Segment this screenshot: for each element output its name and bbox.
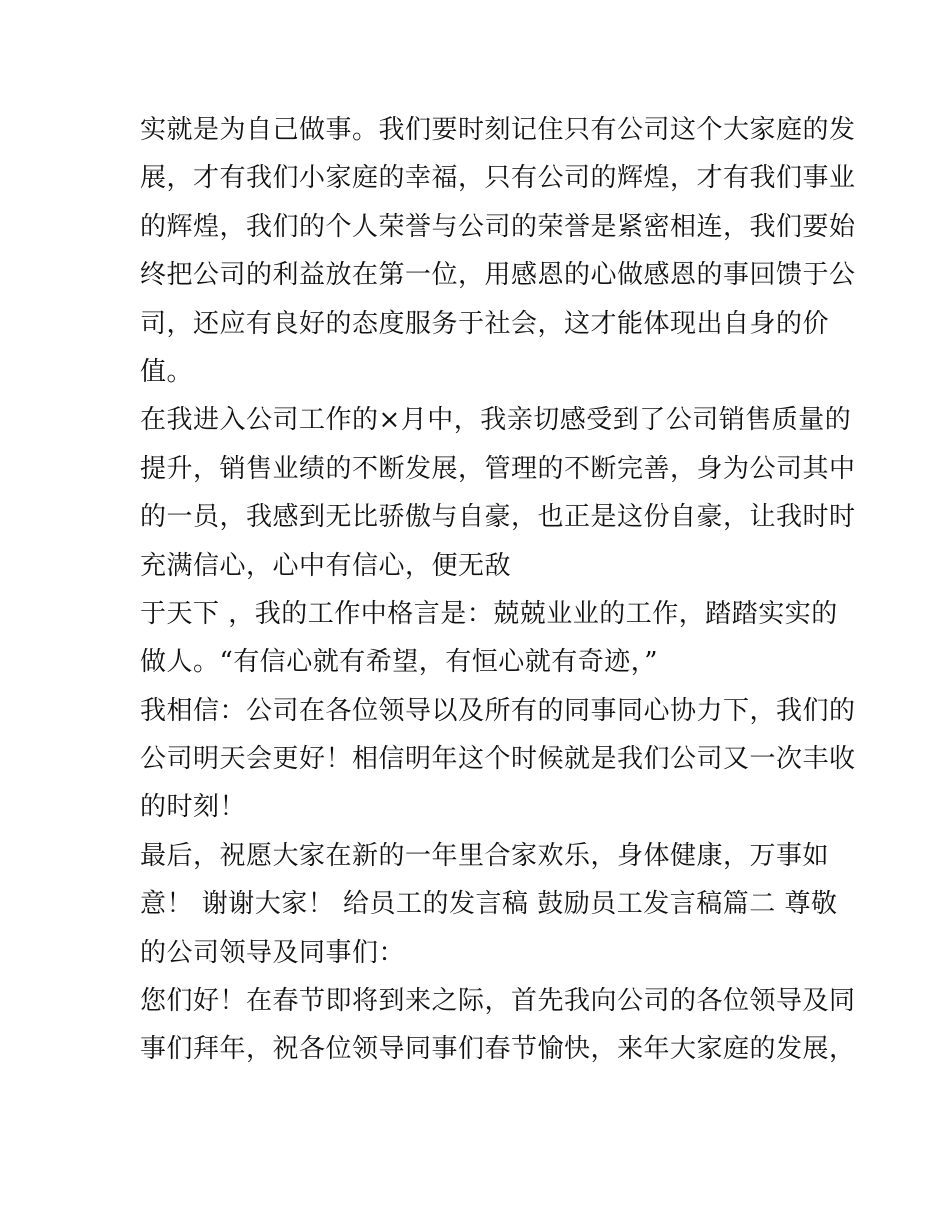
text-line: 实就是为自己做事。我们要时刻记住只有公司这个大家庭的发: [140, 115, 856, 145]
text-line: 的公司领导及同事们：: [140, 937, 406, 968]
text-line: 您们好！在春节即将到来之际，首先我向公司的各位领导及同: [140, 986, 856, 1017]
text-line: 展，才有我们小家庭的幸福，只有公司的辉煌，才有我们事业: [140, 163, 856, 194]
text-line: 司，还应有良好的态度服务于社会，这才能体现出自身的价: [140, 308, 830, 339]
text-line: 的辉煌，我们的个人荣誉与公司的荣誉是紧密相连，我们要始: [140, 211, 856, 242]
text-line: 意！ 谢谢大家！ 给员工的发言稿 鼓励员工发言稿篇二 尊敬: [140, 889, 838, 920]
text-line: 最后，祝愿大家在新的一年里合家欢乐，身体健康，万事如: [140, 840, 830, 871]
text-line: 于天下 ，我的工作中格言是：兢兢业业的工作，踏踏实实的: [140, 598, 838, 629]
text-line: 的时刻！: [140, 792, 247, 823]
text-line: 我相信：公司在各位领导以及所有的同事同心协力下，我们的: [140, 695, 856, 726]
text-line: 在我进入公司工作的×月中，我亲切感受到了公司销售质量的: [140, 405, 852, 436]
text-line: 事们拜年，祝各位领导同事们春节愉快，来年大家庭的发展，: [140, 1034, 856, 1065]
text-line: 提升，销售业绩的不断发展，管理的不断完善，身为公司其中: [140, 453, 856, 484]
text-line: 终把公司的利益放在第一位，用感恩的心做感恩的事回馈于公: [140, 260, 856, 291]
document-body: [140, 106, 856, 1074]
text-line: 值。: [140, 356, 194, 387]
text-line: 做人。“有信心就有希望，有恒心就有奇迹，”: [140, 647, 659, 678]
text-line: 公司明天会更好！相信明年这个时候就是我们公司又一次丰收: [140, 744, 856, 775]
text-line: 充满信心，心中有信心，便无敌: [140, 550, 512, 581]
text-line: 的一员，我感到无比骄傲与自豪，也正是这份自豪，让我时时: [140, 502, 856, 533]
